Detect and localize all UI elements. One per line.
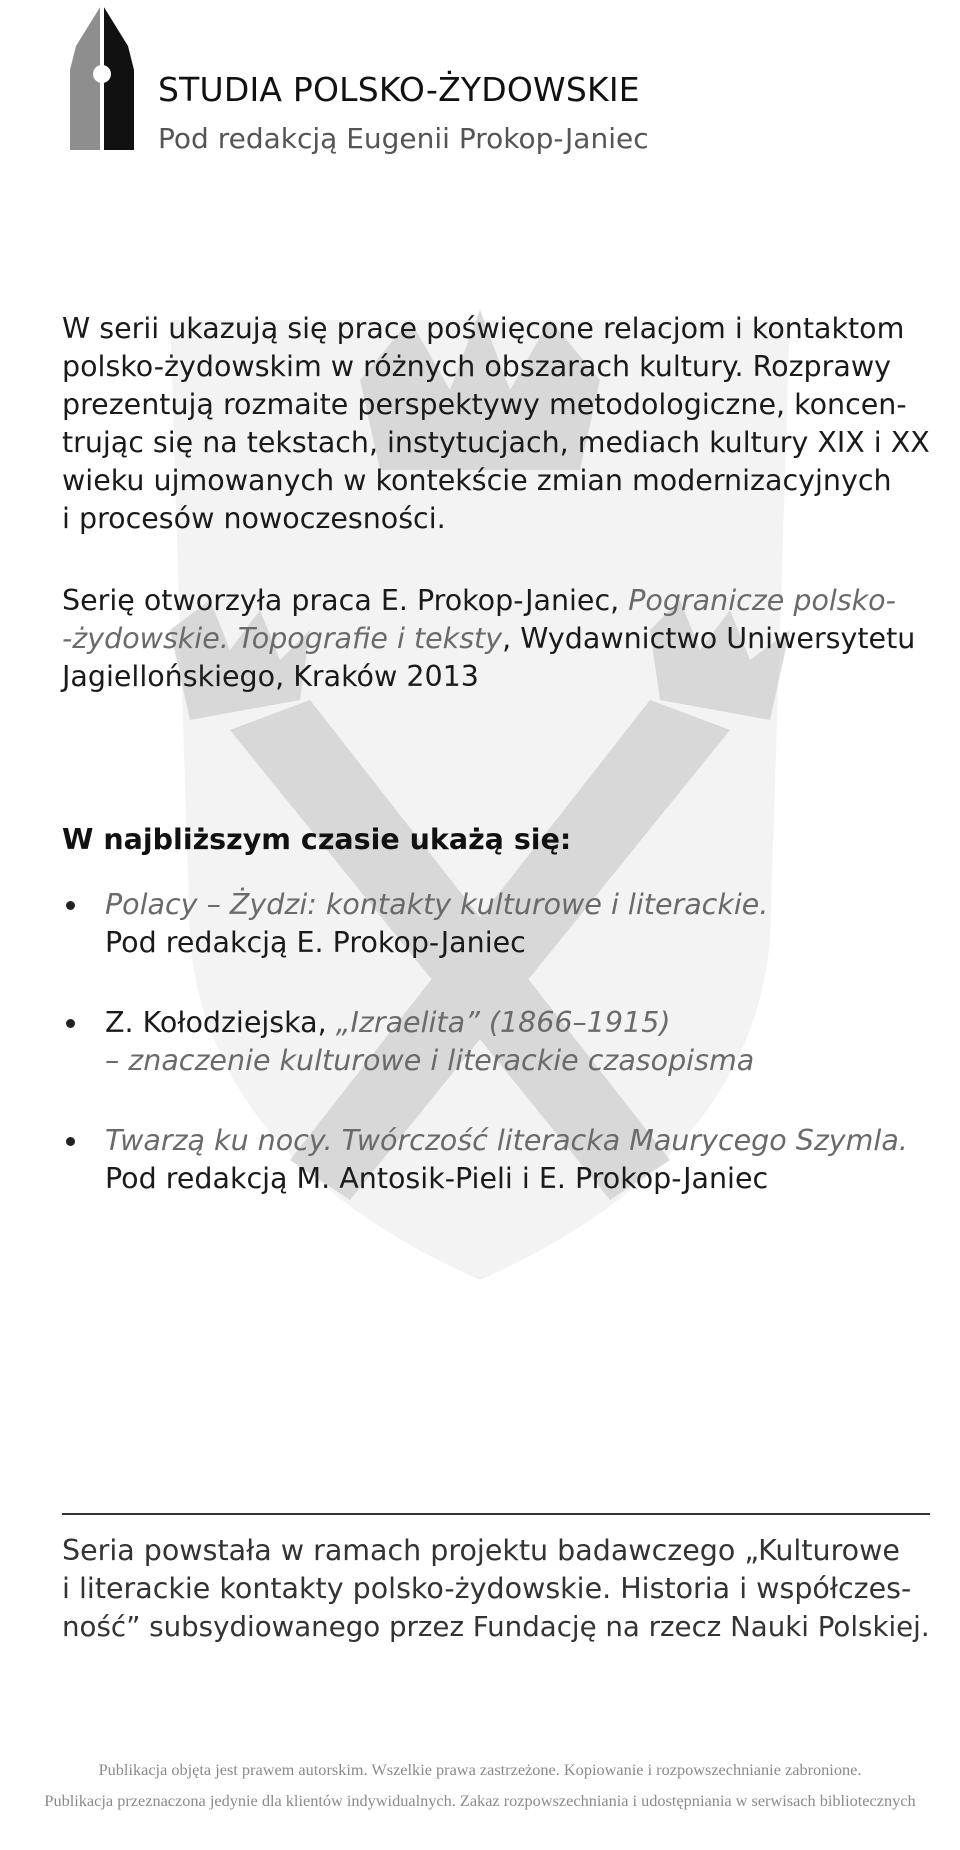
bullet-icon <box>66 1019 75 1028</box>
opened-line-2 <box>62 620 930 658</box>
book-title: Twarzą ku nocy. Twórczość literacka Maurycego Szymla. <box>105 1124 908 1157</box>
distribution-notice: Publikacja przeznaczona jedynie dla klientów indywidualnych. Zakaz rozpowszechniania i udostępniania w serwisach bibliotecznych <box>44 1791 916 1810</box>
opened-book-title-1: Pogranicze polsko- <box>628 584 896 617</box>
book-title: „Izraelita” (1866–1915) <box>335 1006 671 1039</box>
series-editor: Pod redakcją Eugenii Prokop-Janiec <box>158 122 649 155</box>
opened-line-1 <box>62 582 930 620</box>
funding-line: Seria powstała w ramach projektu badawczego „Kulturowe <box>62 1534 900 1567</box>
bullet-icon <box>66 901 75 910</box>
series-title: STUDIA POLSKO-ŻYDOWSKIE <box>158 70 640 109</box>
book-author-line <box>105 1004 930 1042</box>
copyright-notice: Publikacja objęta jest prawem autorskim. Wszelkie prawa zastrzeżone. Kopiowanie i rozpowszechnianie zabronione. <box>98 1760 862 1779</box>
list-item <box>62 1004 930 1080</box>
bullet-icon <box>66 1137 75 1146</box>
opened-prefix: Serię otworzyła praca E. Prokop-Janiec, <box>62 584 629 617</box>
pen-nib-logo-icon <box>68 4 136 150</box>
description-line: polsko-żydowskim w różnych obszarach kultury. Rozprawy <box>62 350 891 383</box>
upcoming-list <box>62 886 930 1198</box>
description-line: i procesów nowoczesności. <box>62 502 446 535</box>
description-line: wieku ujmowanych w kontekście zmian modernizacyjnych <box>62 464 892 497</box>
book-author: Z. Kołodziejska, <box>105 1006 336 1039</box>
list-item <box>62 1122 930 1198</box>
book-editor: Pod redakcją E. Prokop-Janiec <box>105 926 526 959</box>
opened-publisher-1: , Wydawnictwo Uniwersytetu <box>502 622 916 655</box>
description-line: trując się na tekstach, instytucjach, mediach kultury XIX i XX <box>62 426 930 459</box>
opened-book-title-2: -żydowskie. Topografie i teksty <box>62 622 503 655</box>
funding-line: i literackie kontakty polsko-żydowskie. Historia i współczes- <box>62 1572 912 1605</box>
description-line: prezentują rozmaite perspektywy metodologiczne, koncen- <box>62 388 907 421</box>
divider <box>62 1513 930 1515</box>
description-line: W serii ukazują się prace poświęcone relacjom i kontaktom <box>62 312 905 345</box>
funding-note <box>62 1532 930 1646</box>
series-description <box>62 310 930 538</box>
list-item <box>62 886 930 962</box>
book-title: Polacy – Żydzi: kontakty kulturowe i literackie. <box>105 888 769 921</box>
book-editor: Pod redakcją M. Antosik-Pieli i E. Prokop-Janiec <box>105 1162 769 1195</box>
opened-publisher-2: Jagiellońskiego, Kraków 2013 <box>62 660 479 693</box>
funding-line: ność” subsydiowanego przez Fundację na rzecz Nauki Polskiej. <box>62 1610 930 1643</box>
book-subtitle: – znaczenie kulturowe i literackie czasopisma <box>105 1044 755 1077</box>
upcoming-heading: W najbliższym czasie ukażą się: <box>62 823 572 856</box>
series-opened-by <box>62 582 930 696</box>
